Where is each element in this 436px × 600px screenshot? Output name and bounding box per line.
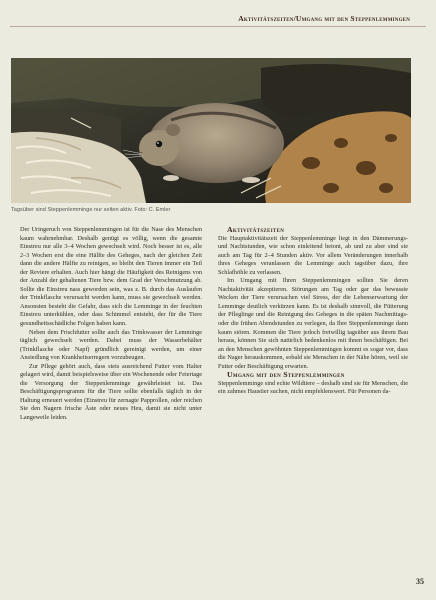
page-number: 35 (416, 577, 424, 586)
left-paragraph-2: Neben dem Frischfutter sollte auch das Trinkwasser der Lemminge täglich gewechselt werden. Dabei muss der Wasserbehälter (Trinkflasche oder Napf) gründlich gereinigt werden, um einer Ansiedlung von Krankheitserregern vorzubeugen. (20, 328, 202, 362)
right-paragraph-1: Die Hauptaktivitätszeit der Steppenlemminge liegt in den Dämmerungs- und Nachtstunden, wie schon einleitend betont, ab und zu aber sind sie auch am Tag für 2–4 Stunden aktiv. Vor allem Veränderungen innerhalb ihres Geheges veranlassen die Lemminge auch tagsüber dazu, ihre Schlafhöhle zu verlassen. (218, 234, 408, 276)
left-column (20, 226, 202, 423)
left-paragraph-1: Der Uringeruch von Steppenlemmingen ist für die Nase des Menschen kaum wahrnehmbar. Deshalb genügt es völlig, wenn die gesamte Einstreu nur alle 3–4 Wochen gewechselt wird. Noch besser ist es, alle 2–3 Wochen erst die eine Hälfte des Geheges, nach der gleichen Zeit dann die andere Hälfte zu reinigen, so bleibt den Tieren immer ein Teil der Reviere erhalten. Auch hier hängt die Häufigkeit des Reinigens von der Anzahl der gehaltenen Tiere bzw. dem Grad der Verschmutzung ab. Sollte die Einstreu nass geworden sein, was z. B. durch das Auslaufen der Trinkflasche verursacht werden kann, muss sie gewechselt werden. Ansonsten besteht die Gefahr, dass sich die Lemminge in der feuchten Einstreu unterkühlen, oder dass Schimmel entsteht, der für die Tiere gesundheitsschädliche Folgen haben kann. (20, 226, 202, 328)
right-paragraph-2: Im Umgang mit Ihren Steppenlemmingen sollten Sie deren Nachtaktivität akzeptieren. Störungen am Tag oder gar das bewusste Wecken der Tiere verursachen viel Stress, der die Lebenserwartung der Lemminge deutlich verkürzen kann. Es ist deshalb sinnvoll, die Fütterung der Pfleglinge und die Reinigung des Geheges in die späten Nachmittags- oder die frühen Abendstunden zu verlegen, da Ihre Steppenlemminge dann kaum stören. Kommen die Tiere jedoch freiwillig tagsüber aus ihrem Bau heraus, können Sie sich natürlich bedenkenlos mit ihnen beschäftigen. Bei an den Menschen gewöhnten Steppenlemmingen kommt es sogar vor, dass die Nager herauskommen, sobald sie Menschen in der Nähe hören, weil sie Futter oder Beschäftigung erwarten. (218, 277, 408, 370)
header-divider (10, 26, 426, 27)
section-heading-activity: Aktivitätszeiten (227, 225, 285, 234)
running-header (0, 8, 436, 30)
running-header-title: Aktivitätszeiten/Umgang mit den Steppenlemmingen (238, 14, 410, 23)
lemming-photo (11, 58, 411, 203)
section-heading-handling: Umgang mit den Steppenlemmingen (227, 370, 345, 380)
right-paragraph-3: Steppenlemminge sind echte Wildtiere – deshalb sind sie für Menschen, die ein zahmes Haustier suchen, nicht empfehlenswert. Für Personen da- (218, 379, 408, 396)
left-paragraph-3: Zur Pflege gehört auch, dass stets ausreichend Futter vom Halter gelagert wird, damit beispielsweise über ein Wochenende oder Feiertage die Versorgung der Steppenlemminge gewährleistet ist. Das Beschäftigungsprogramm für die Tiere sollte ebenfalls täglich in der Haltung erneuert werden (Einstreu für zernagte Papprollen, oder reichen Sie den Nagern frische Äste oder neues Heu, damit sie nicht unter Langeweile leiden. (20, 362, 202, 422)
photo-caption: Tagsüber sind Steppenlemminge nur selten aktiv. Foto: C. Emler (11, 207, 171, 213)
right-column (218, 226, 408, 397)
